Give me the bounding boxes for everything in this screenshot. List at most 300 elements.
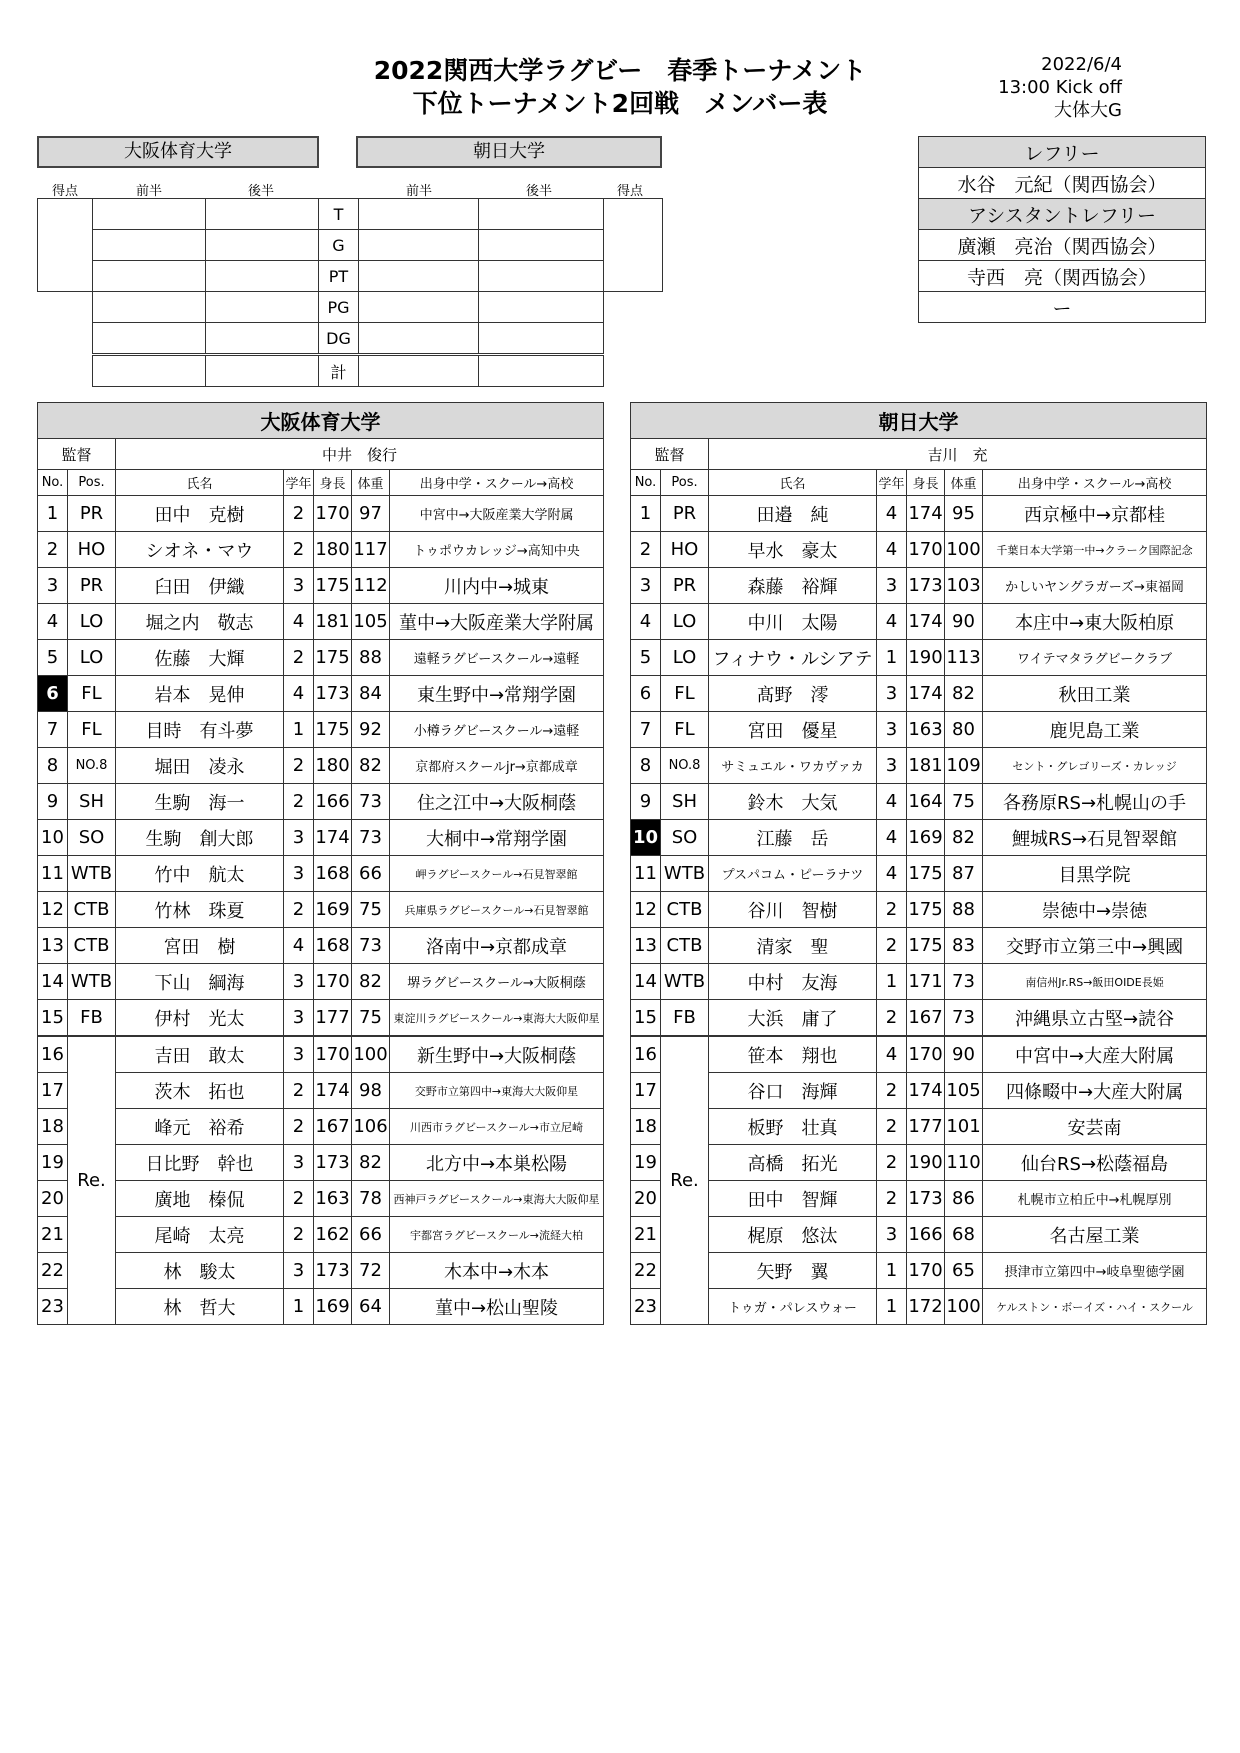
player-weight: 113 [945, 640, 983, 676]
player-name: 矢野 翼 [709, 1253, 877, 1289]
player-number: 10 [631, 820, 661, 856]
player-height: 171 [907, 964, 945, 1000]
first-half-left-cell [93, 292, 206, 323]
table-row [38, 1073, 604, 1109]
table-row [38, 1145, 604, 1181]
team-name-row [631, 403, 1207, 439]
col-header-grade: 学年 [284, 470, 314, 496]
player-number: 17 [38, 1073, 68, 1109]
player-name: 佐藤 大輝 [116, 640, 284, 676]
player-grade: 3 [284, 856, 314, 892]
player-name: 宮田 優星 [709, 712, 877, 748]
player-school: 西神戸ラグビースクール→東海大大阪仰星 [390, 1181, 604, 1217]
player-height: 174 [907, 1073, 945, 1109]
player-grade: 2 [284, 1217, 314, 1253]
player-height: 163 [314, 1181, 352, 1217]
player-grade: 3 [877, 568, 907, 604]
player-school: 南信州Jr.RS→飯田OIDE長姫 [983, 964, 1207, 1000]
player-weight: 106 [352, 1109, 390, 1145]
match-date: 2022/6/4 [1041, 54, 1122, 75]
player-name: サミュエル・ワカヴァカ [709, 748, 877, 784]
player-weight: 87 [945, 856, 983, 892]
player-grade: 4 [877, 856, 907, 892]
player-school: 新生野中→大阪桐蔭 [390, 1036, 604, 1073]
player-school: 岬ラグビースクール→石見智翠館 [390, 856, 604, 892]
player-position: WTB [661, 964, 709, 1000]
player-weight: 73 [945, 964, 983, 1000]
table-row [631, 1289, 1207, 1325]
player-number: 5 [631, 640, 661, 676]
player-grade: 1 [877, 964, 907, 1000]
page-title: 2022関西大学ラグビー 春季トーナメント [373, 56, 867, 85]
score-type-label: T [319, 199, 359, 230]
page-subtitle: 下位トーナメント2回戦 メンバー表 [412, 89, 828, 118]
player-grade: 2 [284, 496, 314, 532]
player-height: 170 [314, 1036, 352, 1073]
first-half-left-cell [93, 230, 206, 261]
second-half-right-cell [479, 199, 604, 230]
player-weight: 117 [352, 532, 390, 568]
table-row [38, 676, 604, 712]
first-half-right-cell [359, 323, 479, 355]
player-name: 高橋 拓光 [709, 1145, 877, 1181]
player-grade: 3 [284, 1000, 314, 1037]
player-school: ワイテマタラグビークラブ [983, 640, 1207, 676]
player-weight: 72 [352, 1253, 390, 1289]
player-height: 181 [314, 604, 352, 640]
player-name: 竹中 航太 [116, 856, 284, 892]
player-height: 166 [907, 1217, 945, 1253]
score-team-left: 大阪体育大学 [37, 136, 319, 168]
table-row [631, 856, 1207, 892]
player-name: 日比野 幹也 [116, 1145, 284, 1181]
player-school: 交野市立第三中→興國 [983, 928, 1207, 964]
player-school: 札幌市立柏丘中→札幌厚別 [983, 1181, 1207, 1217]
score-row [38, 292, 663, 323]
player-name: 尾崎 太亮 [116, 1217, 284, 1253]
player-name: 下山 綱海 [116, 964, 284, 1000]
player-height: 167 [907, 1000, 945, 1037]
player-name: 髙野 澪 [709, 676, 877, 712]
player-weight: 65 [945, 1253, 983, 1289]
player-position: SO [68, 820, 116, 856]
player-school: 小樽ラグビースクール→遠軽 [390, 712, 604, 748]
player-number: 6 [631, 676, 661, 712]
player-number: 23 [631, 1289, 661, 1325]
player-number: 23 [38, 1289, 68, 1325]
player-weight: 112 [352, 568, 390, 604]
player-name: 江藤 岳 [709, 820, 877, 856]
player-number: 4 [38, 604, 68, 640]
player-weight: 66 [352, 1217, 390, 1253]
player-weight: 75 [352, 892, 390, 928]
player-school: ケルストン・ボーイズ・ハイ・スクール [983, 1289, 1207, 1325]
player-number: 21 [38, 1217, 68, 1253]
player-name: 谷口 海輝 [709, 1073, 877, 1109]
table-row [631, 1109, 1207, 1145]
player-grade: 4 [877, 604, 907, 640]
referee-name: 水谷 元紀（関西協会） [919, 168, 1206, 199]
player-weight: 100 [945, 532, 983, 568]
player-height: 173 [314, 676, 352, 712]
player-grade: 2 [284, 892, 314, 928]
score-row [38, 323, 663, 355]
player-height: 170 [907, 532, 945, 568]
score-row [38, 261, 663, 292]
table-row [38, 784, 604, 820]
player-school: 菫中→大阪産業大学附属 [390, 604, 604, 640]
col-header-name: 氏名 [116, 470, 284, 496]
first-half-left-cell [93, 355, 206, 387]
assistant-referee-label: アシスタントレフリー [919, 199, 1206, 230]
table-row [631, 640, 1207, 676]
player-name: シオネ・マウ [116, 532, 284, 568]
player-school: 川内中→城東 [390, 568, 604, 604]
col-header-no: No. [38, 470, 68, 496]
player-school: 沖縄県立古堅→読谷 [983, 1000, 1207, 1037]
player-number: 7 [631, 712, 661, 748]
player-school: 交野市立第四中→東海大大阪仰星 [390, 1073, 604, 1109]
player-height: 180 [314, 532, 352, 568]
player-weight: 92 [352, 712, 390, 748]
table-row [38, 892, 604, 928]
player-weight: 64 [352, 1289, 390, 1325]
player-weight: 88 [352, 640, 390, 676]
player-school: 京都府スクールjr→京都成章 [390, 748, 604, 784]
player-school: 四條畷中→大産大附属 [983, 1073, 1207, 1109]
player-weight: 75 [352, 1000, 390, 1037]
table-row [38, 532, 604, 568]
team-name: 大阪体育大学 [38, 403, 604, 439]
first-half-right-cell [359, 355, 479, 387]
team-name-row [38, 403, 604, 439]
player-school: 大桐中→常翔学園 [390, 820, 604, 856]
player-school: 摂津市立第四中→岐阜聖徳学園 [983, 1253, 1207, 1289]
player-weight: 78 [352, 1181, 390, 1217]
player-number: 18 [631, 1109, 661, 1145]
player-number: 9 [631, 784, 661, 820]
player-number: 8 [631, 748, 661, 784]
table-row [38, 496, 604, 532]
player-name: 目時 有斗夢 [116, 712, 284, 748]
first-half-right-cell [359, 230, 479, 261]
player-number: 13 [631, 928, 661, 964]
player-name: トゥガ・パレスウォー [709, 1289, 877, 1325]
player-school: 北方中→本巣松陽 [390, 1145, 604, 1181]
player-school: 中宮中→大阪産業大学附属 [390, 496, 604, 532]
player-name: 廣地 榛侃 [116, 1181, 284, 1217]
score-row [38, 355, 663, 387]
player-height: 174 [907, 604, 945, 640]
player-weight: 66 [352, 856, 390, 892]
player-name: 茨木 拓也 [116, 1073, 284, 1109]
player-number: 6 [38, 676, 68, 712]
player-height: 170 [314, 496, 352, 532]
table-row [38, 712, 604, 748]
player-position: WTB [661, 856, 709, 892]
player-weight: 88 [945, 892, 983, 928]
player-weight: 82 [945, 820, 983, 856]
player-number: 12 [38, 892, 68, 928]
coach-row [631, 439, 1207, 470]
player-position: SH [68, 784, 116, 820]
player-name: 森藤 裕輝 [709, 568, 877, 604]
player-position: SO [661, 820, 709, 856]
player-school: セント・グレゴリーズ・カレッジ [983, 748, 1207, 784]
player-height: 172 [907, 1289, 945, 1325]
player-position: PR [68, 568, 116, 604]
player-number: 21 [631, 1217, 661, 1253]
player-grade: 4 [877, 532, 907, 568]
player-grade: 4 [284, 928, 314, 964]
player-number: 4 [631, 604, 661, 640]
col-header-no: No. [631, 470, 661, 496]
score-row [38, 199, 663, 230]
player-position: FL [68, 676, 116, 712]
player-height: 168 [314, 928, 352, 964]
table-row [631, 1253, 1207, 1289]
player-grade: 2 [284, 1181, 314, 1217]
player-height: 164 [907, 784, 945, 820]
col-header-grade: 学年 [877, 470, 907, 496]
player-grade: 2 [877, 1000, 907, 1037]
player-grade: 3 [877, 712, 907, 748]
player-weight: 80 [945, 712, 983, 748]
player-weight: 73 [352, 820, 390, 856]
player-school: 洛南中→京都成章 [390, 928, 604, 964]
player-name: 宮田 樹 [116, 928, 284, 964]
player-position: CTB [68, 892, 116, 928]
player-weight: 82 [352, 1145, 390, 1181]
player-grade: 4 [877, 1036, 907, 1073]
player-grade: 3 [284, 568, 314, 604]
player-grade: 2 [877, 928, 907, 964]
player-grade: 3 [284, 1145, 314, 1181]
score-team-right: 朝日大学 [356, 136, 662, 168]
player-grade: 2 [284, 784, 314, 820]
table-row [631, 1145, 1207, 1181]
player-weight: 82 [945, 676, 983, 712]
player-name: 鈴木 大気 [709, 784, 877, 820]
player-school: 東生野中→常翔学園 [390, 676, 604, 712]
player-school: 安芸南 [983, 1109, 1207, 1145]
table-row [38, 604, 604, 640]
table-row [38, 928, 604, 964]
table-row [38, 748, 604, 784]
col-header-weight: 体重 [945, 470, 983, 496]
column-header-row [38, 470, 604, 496]
second-half-left-cell [206, 355, 319, 387]
table-row [631, 892, 1207, 928]
player-height: 174 [907, 676, 945, 712]
player-position: LO [661, 640, 709, 676]
player-height: 173 [907, 568, 945, 604]
player-name: 田邉 純 [709, 496, 877, 532]
player-grade: 2 [877, 892, 907, 928]
player-name: 堀之内 敬志 [116, 604, 284, 640]
player-number: 3 [631, 568, 661, 604]
player-height: 174 [907, 496, 945, 532]
player-weight: 73 [945, 1000, 983, 1037]
player-height: 180 [314, 748, 352, 784]
second-half-left-cell [206, 292, 319, 323]
player-weight: 90 [945, 604, 983, 640]
player-position: PR [68, 496, 116, 532]
col-header-school: 出身中学・スクール→高校 [983, 470, 1207, 496]
first-half-right-cell [359, 261, 479, 292]
col-header-name: 氏名 [709, 470, 877, 496]
first-half-left-cell [93, 323, 206, 355]
player-height: 170 [907, 1253, 945, 1289]
table-row [38, 1000, 604, 1037]
player-weight: 84 [352, 676, 390, 712]
table-row [631, 532, 1207, 568]
player-height: 163 [907, 712, 945, 748]
player-height: 169 [314, 1289, 352, 1325]
player-number: 15 [631, 1000, 661, 1037]
points-right-blank [604, 292, 663, 387]
player-height: 169 [907, 820, 945, 856]
player-height: 190 [907, 1145, 945, 1181]
player-weight: 98 [352, 1073, 390, 1109]
player-position: CTB [661, 928, 709, 964]
player-position: NO.8 [661, 748, 709, 784]
second-half-right-cell [479, 261, 604, 292]
second-half-right-cell [479, 355, 604, 387]
player-weight: 73 [352, 928, 390, 964]
player-school: 千葉日本大学第一中→クラーク国際記念 [983, 532, 1207, 568]
player-name: 生駒 創大郎 [116, 820, 284, 856]
player-school: 各務原RS→札幌山の手 [983, 784, 1207, 820]
player-school: 堺ラグビースクール→大阪桐蔭 [390, 964, 604, 1000]
col-header-school: 出身中学・スクール→高校 [390, 470, 604, 496]
col-header-height: 身長 [907, 470, 945, 496]
player-position: LO [661, 604, 709, 640]
player-number: 15 [38, 1000, 68, 1037]
score-row [38, 230, 663, 261]
coach-row [38, 439, 604, 470]
player-name: 林 駿太 [116, 1253, 284, 1289]
player-name: 早水 豪太 [709, 532, 877, 568]
player-number: 10 [38, 820, 68, 856]
player-number: 17 [631, 1073, 661, 1109]
player-school: 仙台RS→松蔭福島 [983, 1145, 1207, 1181]
player-number: 1 [38, 496, 68, 532]
kickoff-time: 13:00 Kick off [998, 77, 1122, 98]
col-header-pos: Pos. [661, 470, 709, 496]
score-type-label: PG [319, 292, 359, 323]
player-weight: 105 [352, 604, 390, 640]
player-weight: 82 [352, 748, 390, 784]
player-height: 181 [907, 748, 945, 784]
player-number: 1 [631, 496, 661, 532]
player-position: FB [68, 1000, 116, 1037]
table-row [631, 1181, 1207, 1217]
first-half-right-cell [359, 199, 479, 230]
player-name: 笹本 翔也 [709, 1036, 877, 1073]
table-row [631, 496, 1207, 532]
player-number: 20 [38, 1181, 68, 1217]
player-weight: 105 [945, 1073, 983, 1109]
player-name: 竹林 珠夏 [116, 892, 284, 928]
table-row [631, 604, 1207, 640]
table-row [631, 568, 1207, 604]
player-position: FL [661, 676, 709, 712]
player-grade: 4 [877, 496, 907, 532]
player-school: かしいヤングラガーズ→東福岡 [983, 568, 1207, 604]
player-weight: 83 [945, 928, 983, 964]
player-weight: 101 [945, 1109, 983, 1145]
player-height: 170 [314, 964, 352, 1000]
player-height: 170 [907, 1036, 945, 1073]
player-number: 2 [38, 532, 68, 568]
player-number: 11 [631, 856, 661, 892]
player-weight: 110 [945, 1145, 983, 1181]
coach-label: 監督 [631, 439, 709, 470]
coach-name: 吉川 充 [709, 439, 1207, 470]
second-half-left-cell [206, 323, 319, 355]
points-left-blank [38, 292, 93, 387]
player-name: 伊村 光太 [116, 1000, 284, 1037]
table-row [631, 964, 1207, 1000]
player-number: 19 [38, 1145, 68, 1181]
player-grade: 3 [284, 1036, 314, 1073]
score-type-label: G [319, 230, 359, 261]
player-grade: 2 [284, 1073, 314, 1109]
referee-label: レフリー [919, 137, 1206, 168]
player-number: 5 [38, 640, 68, 676]
coach-label: 監督 [38, 439, 116, 470]
table-row [38, 856, 604, 892]
points-left [38, 199, 93, 292]
player-number: 3 [38, 568, 68, 604]
player-grade: 2 [284, 640, 314, 676]
score-table [37, 198, 663, 387]
player-position: SH [661, 784, 709, 820]
player-name: 田中 克樹 [116, 496, 284, 532]
player-school: 中宮中→大産大附属 [983, 1036, 1207, 1073]
label-second-half-right: 後半 [526, 184, 553, 199]
first-half-left-cell [93, 261, 206, 292]
second-half-right-cell [479, 323, 604, 355]
player-number: 13 [38, 928, 68, 964]
player-name: 岩本 晃伸 [116, 676, 284, 712]
player-height: 168 [314, 856, 352, 892]
player-grade: 3 [877, 676, 907, 712]
player-weight: 68 [945, 1217, 983, 1253]
player-position: NO.8 [68, 748, 116, 784]
player-height: 175 [907, 928, 945, 964]
second-half-left-cell [206, 261, 319, 292]
table-row [38, 1289, 604, 1325]
player-grade: 3 [284, 820, 314, 856]
player-position: PR [661, 568, 709, 604]
player-school: 鹿児島工業 [983, 712, 1207, 748]
table-row [631, 1036, 1207, 1073]
player-number: 16 [38, 1036, 68, 1073]
player-grade: 2 [877, 1145, 907, 1181]
player-grade: 1 [877, 1289, 907, 1325]
player-school: 鯉城RS→石見智翠館 [983, 820, 1207, 856]
player-weight: 86 [945, 1181, 983, 1217]
player-height: 166 [314, 784, 352, 820]
table-row [631, 676, 1207, 712]
second-half-right-cell [479, 292, 604, 323]
reserve-label: Re. [661, 1036, 709, 1325]
player-name: フィナウ・ルシアテ [709, 640, 877, 676]
table-row [631, 1000, 1207, 1037]
player-school: 菫中→松山聖陵 [390, 1289, 604, 1325]
